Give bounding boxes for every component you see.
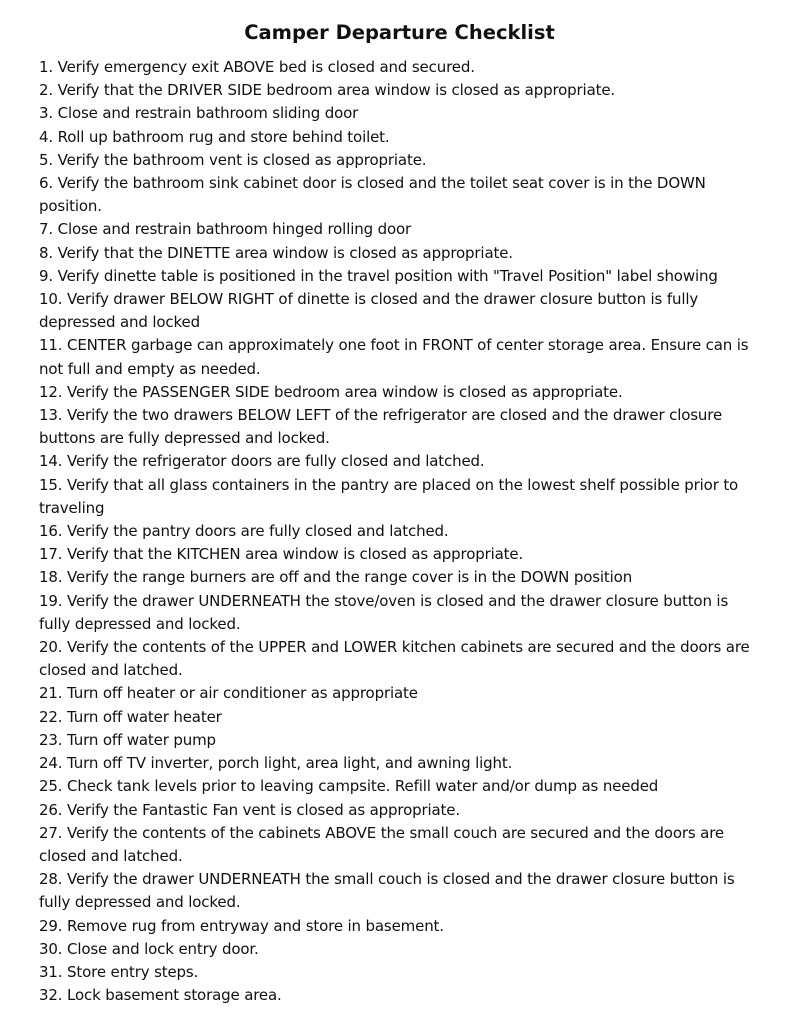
checklist-item-26: 26. Verify the Fantastic Fan vent is closed as appropriate. [39,800,460,819]
checklist-item-2: 2. Verify that the DRIVER SIDE bedroom area window is closed as appropriate. [39,81,616,100]
checklist-item-20: 20. Verify the contents of the UPPER and LOWER kitchen cabinets are secured and the doors are closed and latched. [39,638,750,680]
checklist-item-31: 31. Store entry steps. [39,962,199,981]
checklist-item-18: 18. Verify the range burners are off and the range cover is in the DOWN position [39,568,633,587]
checklist-item-9: 9. Verify dinette table is positioned in the travel position with "Travel Position" label showing [39,266,718,285]
checklist-item-32: 32. Lock basement storage area. [39,986,282,1005]
checklist-item-12: 12. Verify the PASSENGER SIDE bedroom area window is closed as appropriate. [39,382,623,401]
checklist-item-3: 3. Close and restrain bathroom sliding door [39,104,359,123]
checklist-item-1: 1. Verify emergency exit ABOVE bed is closed and secured. [39,58,475,76]
checklist-item-28: 28. Verify the drawer UNDERNEATH the small couch is closed and the drawer closure button is fully depressed and locked. [39,870,735,912]
checklist-item-10: 10. Verify drawer BELOW RIGHT of dinette is closed and the drawer closure button is fully depressed and locked [39,290,699,332]
checklist-item-21: 21. Turn off heater or air conditioner as appropriate [39,684,418,703]
checklist-item-4: 4. Roll up bathroom rug and store behind toilet. [39,127,390,146]
checklist-item-24: 24. Turn off TV inverter, porch light, area light, and awning light. [39,754,513,773]
checklist-item-7: 7. Close and restrain bathroom hinged rolling door [39,220,412,239]
checklist-item-27: 27. Verify the contents of the cabinets ABOVE the small couch are secured and the doors are closed and latched. [39,823,724,865]
checklist-item-11: 11. CENTER garbage can approximately one foot in FRONT of center storage area. Ensure can is not full and empty as needed. [39,336,749,378]
checklist-item-6: 6. Verify the bathroom sink cabinet door is closed and the toilet seat cover is in the DOWN position. [39,174,706,216]
page-title: Camper Departure Checklist [244,21,555,44]
checklist-item-30: 30. Close and lock entry door. [39,939,259,958]
checklist-item-15: 15. Verify that all glass containers in the pantry are placed on the lowest shelf possible prior to traveling [39,475,739,517]
checklist-item-29: 29. Remove rug from entryway and store in basement. [39,916,444,935]
checklist-item-23: 23. Turn off water pump [39,730,216,749]
checklist-item-5: 5. Verify the bathroom vent is closed as appropriate. [39,150,427,169]
checklist-item-14: 14. Verify the refrigerator doors are fully closed and latched. [39,452,485,471]
checklist [39,56,760,1007]
checklist-item-8: 8. Verify that the DINETTE area window is closed as appropriate. [39,243,513,262]
checklist-item-17: 17. Verify that the KITCHEN area window is closed as appropriate. [39,545,524,564]
checklist-item-25: 25. Check tank levels prior to leaving campsite. Refill water and/or dump as needed [39,777,659,796]
checklist-item-19: 19. Verify the drawer UNDERNEATH the stove/oven is closed and the drawer closure button is fully depressed and locked. [39,591,729,633]
checklist-item-16: 16. Verify the pantry doors are fully closed and latched. [39,522,449,541]
checklist-item-22: 22. Turn off water heater [39,707,222,726]
checklist-item-13: 13. Verify the two drawers BELOW LEFT of the refrigerator are closed and the drawer closure buttons are fully depressed and locked. [39,406,723,448]
